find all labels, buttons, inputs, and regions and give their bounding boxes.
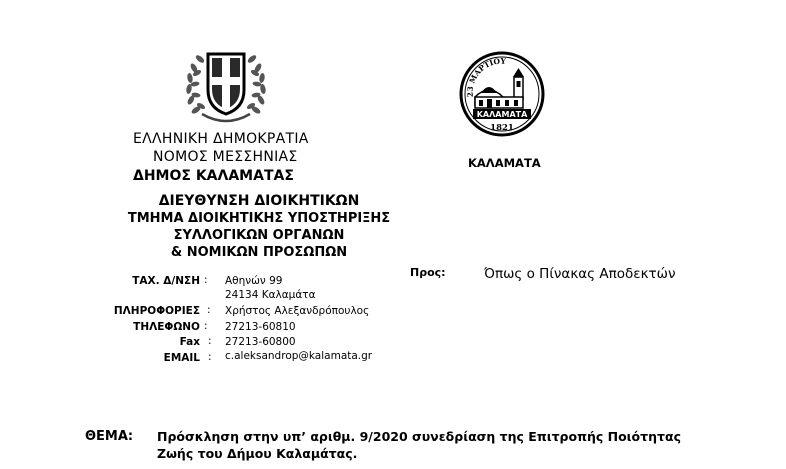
header-department-1: ΤΜΗΜΑ ΔΙΟΙΚΗΤΙΚΗΣ ΥΠΟΣΤΗΡΙΞΗΣ [127,211,391,226]
info-value: Χρήστος Αλεξανδρόπουλος [225,305,370,317]
fax-label: Fax [179,336,200,348]
greek-coat-of-arms-emblem [184,48,268,126]
info-label: ΠΛΗΡΟΦΟΡΙΕΣ [113,305,200,317]
address-colon: : [204,274,208,286]
recipient-value: Όπως ο Πίνακας Αποδεκτών [484,266,676,282]
header-department-2: ΣΥΛΛΟΓΙΚΩΝ ΟΡΓΑΝΩΝ [173,228,345,243]
info-colon: : [207,304,211,316]
phone-label: ΤΗΛΕΦΩΝΟ [133,321,200,333]
header-republic: ΕΛΛΗΝΙΚΗ ΔΗΜΟΚΡΑΤΙΑ [133,131,309,147]
seal-year: 1821 [490,123,514,133]
subject-line2: Ζωής του Δήμου Καλαμάτας. [157,446,358,461]
laurel-wreath-left-icon [186,54,206,115]
email-label: EMAIL [163,352,200,364]
header-prefecture: ΝΟΜΟΣ ΜΕΣΣΗΝΙΑΣ [153,149,298,165]
header-directorate: ΔΙΕΥΘΥΝΣΗ ΔΙΟΙΚΗΤΙΚΩΝ [158,193,360,209]
header-department-3: & ΝΟΜΙΚΩΝ ΠΡΟΣΩΠΩΝ [170,245,348,260]
kalamata-city-seal [459,51,545,137]
recipient-label: Προς: [410,266,446,279]
email-value: c.aleksandrop@kalamata.gr [225,350,373,362]
address-line2: 24134 Καλαμάτα [225,289,316,301]
header-municipality: ΔΗΜΟΣ ΚΑΛΑΜΑΤΑΣ [133,168,294,184]
address-label: ΤΑΧ. Δ/ΝΣΗ [132,275,200,287]
seal-banner-text: ΚΑΛΑΜΑΤΑ [476,110,528,119]
place-name: ΚΑΛΑΜΑΤΑ [468,156,541,170]
subject-line1: Πρόσκληση στην υπ’ αριθμ. 9/2020 συνεδρίαση της Επιτροπής Ποιότητας [157,429,681,444]
phone-value: 27213-60810 [225,321,296,333]
fax-value: 27213-60800 [225,336,296,348]
seal-top-text: 23 ΜΑΡΤΙΟΥ [465,56,507,98]
email-colon: : [208,351,212,363]
fax-colon: : [208,335,212,347]
phone-colon: : [204,320,208,332]
subject-label: ΘΕΜΑ: [85,429,134,444]
address-line1: Αθηνών 99 [225,275,283,287]
laurel-wreath-right-icon [246,54,266,115]
